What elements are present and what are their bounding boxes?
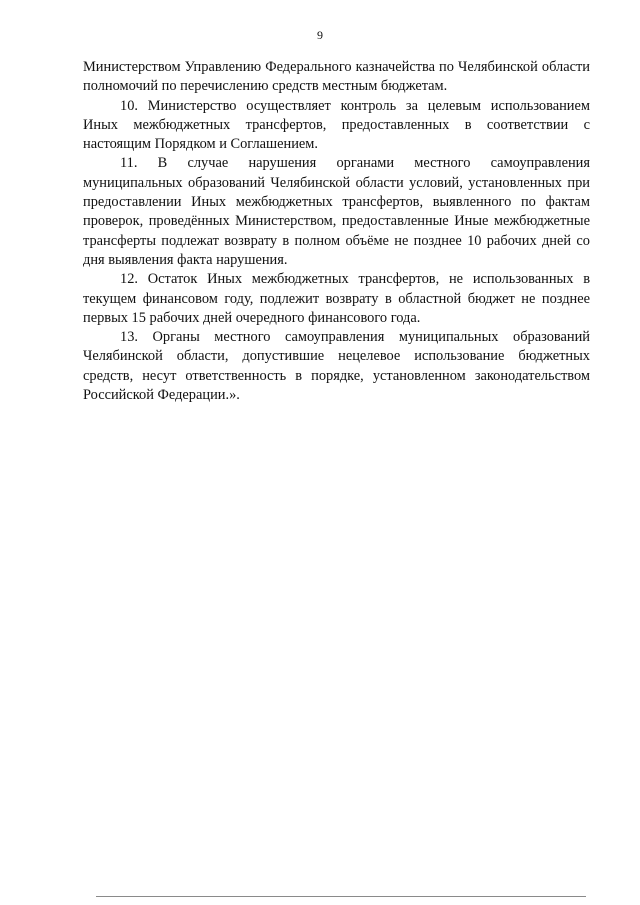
- document-body: [83, 58, 590, 405]
- paragraph-12: 12. Остаток Иных межбюджетных трансфертов, не использованных в текущем финансовом году, подлежит возврату в областной бюджет не позднее первых 15 рабочих дней очередного финансового года.: [83, 271, 590, 326]
- paragraph-13: 13. Органы местного самоуправления муниципальных образований Челябинской области, допустившие нецелевое использование бюджетных средств, несут ответственность в порядке, установленном законодательством Российской Федерации.».: [83, 329, 590, 404]
- paragraph-continuation: Министерством Управлению Федерального казначейства по Челябинской области полномочий по перечислению средств местным бюджетам.: [83, 59, 590, 95]
- paragraph-11: 11. В случае нарушения органами местного самоуправления муниципальных образований Челябинской области условий, установленных при предоставлении Иных межбюджетных трансфертов, выявленного по фактам проверок, проведённых Министерством, предоставленные Иные межбюджетные трансферты подлежат возврату в полном объёме не позднее 10 рабочих дней со дня выявления факта нарушения.: [83, 155, 590, 268]
- page-number: 9: [317, 28, 323, 42]
- footer-divider: [96, 896, 586, 897]
- paragraph-10: 10. Министерство осуществляет контроль за целевым использованием Иных межбюджетных трансфертов, предоставленных в соответствии с настоящим Порядком и Соглашением.: [83, 97, 590, 153]
